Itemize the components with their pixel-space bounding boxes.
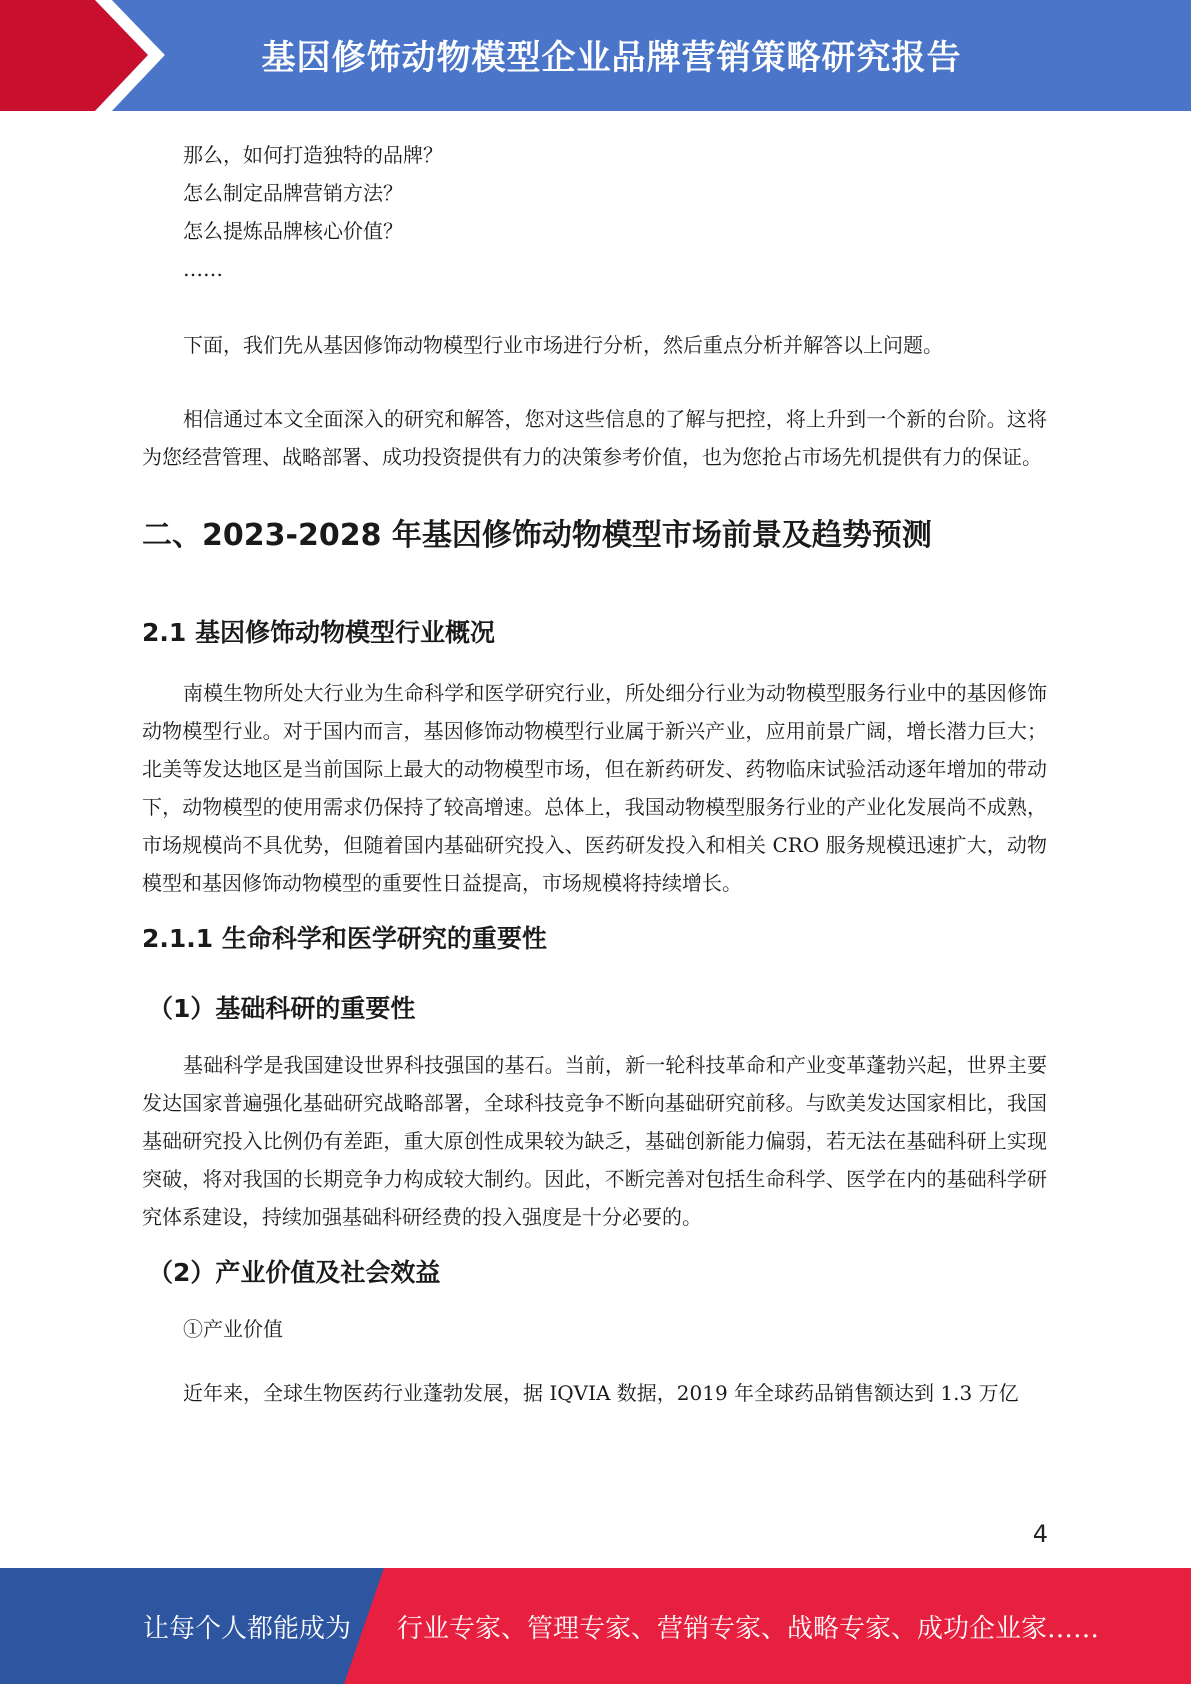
intro-question-3: 怎么提炼品牌核心价值？	[183, 219, 403, 243]
report-title: 基因修饰动物模型企业品牌营销策略研究报告	[261, 38, 962, 78]
intro-paragraph-2: 相信通过本文全面深入的研究和解答，您对这些信息的了解与把控，将上升到一个新的台阶。这将为您经营管理、战略部署、成功投资提供有力的决策参考价值，也为您抢占市场先机提供有力的保证。	[142, 407, 1047, 469]
header-banner	[0, 0, 1191, 111]
paragraph-industry-value: 近年来，全球生物医药行业蓬勃发展，据 IQVIA 数据，2019 年全球药品销售额达到 1.3 万亿	[183, 1381, 1019, 1405]
intro-question-1: 那么，如何打造独特的品牌？	[183, 143, 443, 167]
item-heading-basic-research: （1）基础科研的重要性	[148, 994, 416, 1023]
footer-slogan-right: 行业专家、管理专家、营销专家、战略专家、成功企业家……	[397, 1614, 1100, 1644]
paragraph-basic-research: 基础科学是我国建设世界科技强国的基石。当前，新一轮科技革命和产业变革蓬勃兴起，世界主要发达国家普遍强化基础研究战略部署，全球科技竞争不断向基础研究前移。与欧美发达国家相比，我国基础研究投入比例仍有差距，重大原创性成果较为缺乏，基础创新能力偏弱，若无法在基础科研上实现突破，将对我国的长期竞争力构成较大制约。因此，不断完善对包括生命科学、医学在内的基础科学研究体系建设，持续加强基础科研经费的投入强度是十分必要的。	[142, 1053, 1047, 1229]
page-number: 4	[1032, 1520, 1048, 1548]
list-item-industry-value: ①产业价值	[183, 1317, 283, 1341]
subsection-paragraph-2-1: 南模生物所处大行业为生命科学和医学研究行业，所处细分行业为动物模型服务行业中的基因修饰动物模型行业。对于国内而言，基因修饰动物模型行业属于新兴产业，应用前景广阔，增长潜力巨大；北美等发达地区是当前国际上最大的动物模型市场，但在新药研发、药物临床试验活动逐年增加的带动下，动物模型的使用需求仍保持了较高增速。总体上，我国动物模型服务行业的产业化发展尚不成熟，市场规模尚不具优势，但随着国内基础研究投入、医药研发投入和相关 CRO 服务规模迅速扩大，动物模型和基因修饰动物模型的重要性日益提高，市场规模将持续增长。	[142, 681, 1047, 895]
footer-banner	[0, 1568, 1191, 1684]
subsection-heading-2-1-1: 2.1.1 生命科学和医学研究的重要性	[142, 924, 547, 953]
section-heading: 二、2023-2028 年基因修饰动物模型市场前景及趋势预测	[142, 518, 932, 553]
footer-slogan-left: 让每个人都能成为	[143, 1614, 352, 1644]
intro-question-2: 怎么制定品牌营销方法？	[183, 181, 403, 205]
item-heading-industry-value: （2）产业价值及社会效益	[148, 1258, 441, 1287]
intro-ellipsis: ……	[183, 257, 223, 281]
page-content	[142, 136, 1047, 1412]
subsection-heading-2-1: 2.1 基因修饰动物模型行业概况	[142, 618, 495, 647]
intro-paragraph-1: 下面，我们先从基因修饰动物模型行业市场进行分析，然后重点分析并解答以上问题。	[183, 333, 943, 357]
